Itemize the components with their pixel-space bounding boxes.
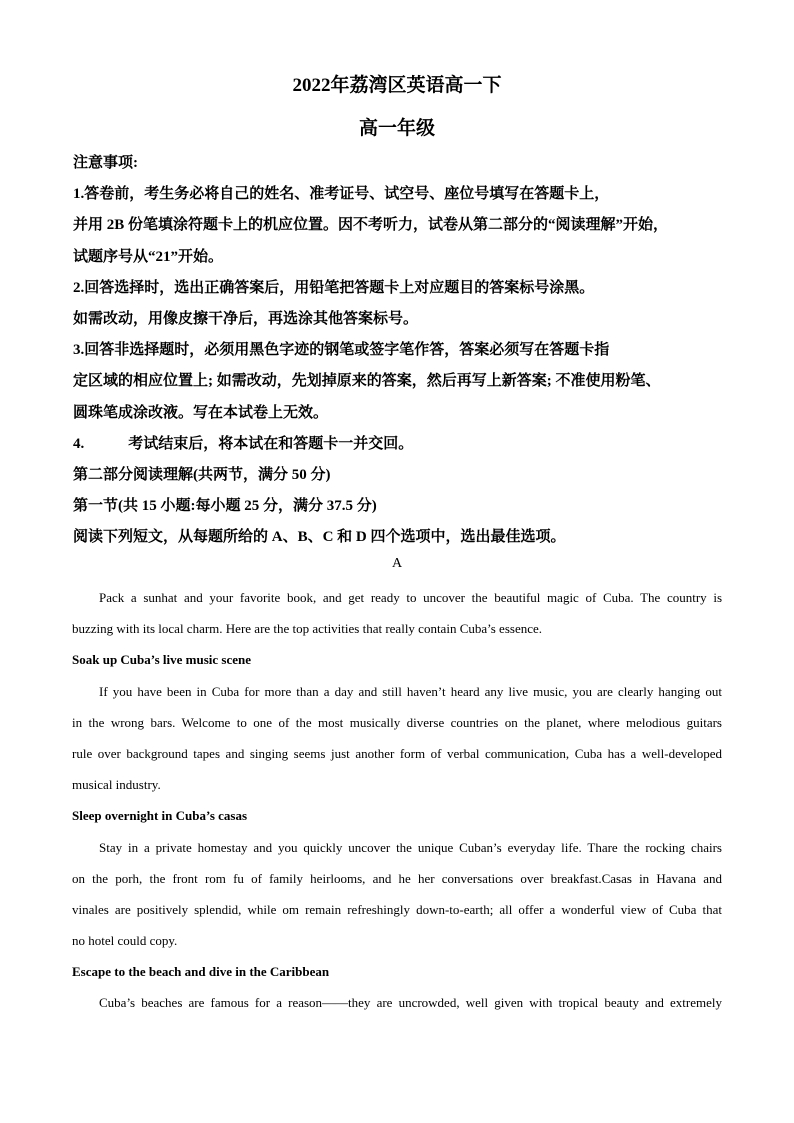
exam-notice <box>73 148 733 553</box>
passage-line: If you have been in Cuba for more than a day and still haven’t heard any live music, you are clearly hanging out <box>99 683 722 699</box>
notice-line: 定区域的相应位置上; 如需改动，先划掉原来的答案，然后再写上新答案; 不准使用粉笔、 <box>73 373 661 390</box>
item-text: 考试结束后，将本试在和答题卡一并交回。 <box>128 435 414 452</box>
notice-line: 如需改动，用像皮擦干净后，再选涂其他答案标号。 <box>73 310 419 327</box>
passage-line: no hotel could copy. <box>72 933 178 949</box>
notice-line: 3.回答非选择题时，必须用黑色字迹的钢笔或签字笔作答，答案必须写在答题卡指 <box>73 342 610 359</box>
item-number: 4. <box>73 435 85 452</box>
reading-passage <box>72 582 722 1019</box>
passage-line: buzzing with its local charm. Here are the top activities that really contain Cuba’s essence. <box>72 621 542 637</box>
passage-line: Cuba’s beaches are famous for a reason——they are uncrowded, well given with tropical beauty and extremely <box>99 995 722 1011</box>
notice-line: 并用 2B 份笔填涂符题卡上的机应位置。因不考听力，试卷从第二部分的“阅读理解”开始， <box>73 217 669 234</box>
passage-line: Stay in a private homestay and you quickly uncover the unique Cuban’s everyday life. Thare the rocking chairs <box>99 839 722 855</box>
passage-line: in the wrong bars. Welcome to one of the most musically diverse countries on the planet, where melodious guitars <box>72 714 722 730</box>
passage-line: on the porh, the front rom fu of family heirlooms, and he her conversations over breakfast.Casas in Havana and <box>72 870 722 886</box>
notice-label: 注意事项: <box>73 155 138 171</box>
part-heading: 第二部分阅读理解(共两节，满分 50 分) <box>73 466 331 483</box>
passage-heading: Sleep overnight in Cuba’s casas <box>72 808 248 824</box>
notice-line: 圆珠笔成涂改液。写在本试卷上无效。 <box>73 404 329 421</box>
reading-instruction: 阅读下列短文，从每题所给的 A、B、C 和 D 四个选项中，选出最佳选项。 <box>73 529 566 546</box>
passage-line: vinales are positively splendid, while om remain refreshingly down-to-earth; all offer a wonderful view of Cuba that <box>72 901 722 917</box>
exam-title: 2022年荔湾区英语高一下 <box>292 75 502 96</box>
passage-letter: A <box>391 556 403 571</box>
section-heading: 第一节(共 15 小题:每小题 25 分，满分 37.5 分) <box>73 498 377 515</box>
notice-item-4 <box>73 429 733 460</box>
notice-line: 试题序号从“21”开始。 <box>73 248 224 265</box>
passage-heading: Soak up Cuba’s live music scene <box>72 652 252 668</box>
grade-title: 高一年级 <box>358 118 435 139</box>
passage-line: rule over background tapes and singing seems just another form of verbal communication, Cuba has a well-developed <box>72 745 722 761</box>
notice-line: 2.回答选择时，选出正确答案后，用铅笔把答题卡上对应题目的答案标号涂黑。 <box>73 279 595 296</box>
passage-line: musical industry. <box>72 777 161 793</box>
passage-heading: Escape to the beach and dive in the Caribbean <box>72 964 330 980</box>
notice-line: 1.答卷前，考生务必将自己的姓名、准考证号、试空号、座位号填写在答题卡上， <box>73 186 610 203</box>
passage-line: Pack a sunhat and your favorite book, and get ready to uncover the beautiful magic of Cuba. The country is <box>99 590 722 605</box>
